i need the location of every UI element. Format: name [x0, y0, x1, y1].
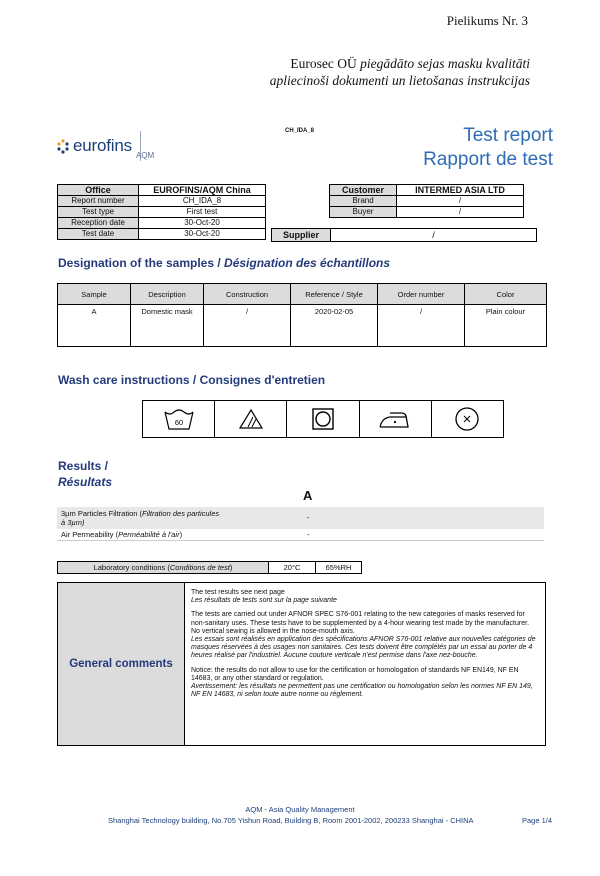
cell: A [58, 305, 131, 347]
results-divider [57, 540, 544, 541]
result-label-a: 3µm Particles Filtration ( [61, 509, 143, 518]
info-label: Reception date [58, 218, 139, 229]
office-label: Office [58, 185, 139, 196]
result-label-b: ) [179, 530, 183, 539]
col-header: Construction [204, 284, 291, 305]
designation-fr: Désignation des échantillons [224, 256, 391, 270]
comment-fr: Les résultats de tests sont sur la page suivante [191, 597, 337, 605]
info-table-right [329, 184, 524, 218]
eurofins-logo [56, 131, 155, 161]
wash-temperature: 60 [174, 418, 183, 427]
info-label: Report number [58, 196, 139, 207]
wash-symbol-cell [143, 401, 215, 437]
info-label: Test date [58, 229, 139, 240]
customer-label: Customer [330, 185, 397, 196]
intro-line1-plain: Eurosec OÜ [290, 56, 361, 71]
comment-en: The test results see next page [191, 589, 285, 596]
iron-icon [378, 408, 412, 430]
iron-symbol-cell [360, 401, 432, 437]
info-value: 30-Oct-20 [139, 229, 266, 240]
logo-sub: AQM [136, 151, 155, 160]
bleach-symbol-cell [215, 401, 287, 437]
results-heading-fr: Résultats [58, 475, 113, 489]
dry-clean-symbol-cell [432, 401, 503, 437]
comment-fr: Avertissement: les résultats ne permettent pas une certification ou homologation selon les normes NF EN 149, NF EN 14683, ni selon toute autre norme ou règlement. [191, 683, 533, 699]
result-label-italic: Perméabilité à l'air [118, 530, 180, 539]
intro-line2: apliecinoši dokumenti un lietošanas instrukcijas [269, 73, 530, 88]
tumble-dry-icon [311, 407, 335, 431]
info-value: / [397, 196, 524, 207]
annex-number: Pielikums Nr. 3 [446, 13, 528, 28]
general-comments-text [185, 583, 545, 745]
cell: / [378, 305, 465, 347]
wash-care-symbols [142, 400, 504, 438]
result-label [61, 509, 301, 527]
lab-temperature: 20°C [269, 562, 316, 573]
result-label-italic: Filtration des particules [142, 509, 220, 518]
wash-tub-icon [162, 406, 196, 432]
supplier-label: Supplier [272, 229, 331, 241]
result-label-b: à 3µm) [61, 518, 85, 527]
bleach-triangle-icon [238, 408, 264, 430]
info-table-left [57, 184, 266, 240]
result-label [61, 530, 182, 539]
info-value: First test [139, 207, 266, 218]
supplier-box [271, 228, 537, 242]
lab-conditions-label [58, 562, 269, 573]
col-header: Reference / Style [291, 284, 378, 305]
comment-fr: Les essais sont réalisés en application des spécifications AFNOR S76-001 relative aux nouvelles catégories de masques réservées à des usages non sanitaires. Ces tests doivent être complétés par un essai au porter de 4 heures réalisé par l'industriel. Aucune couture verticale n'est permise dans l'axe nez-bouche. [191, 636, 536, 660]
title-fr: Rapport de test [423, 149, 553, 170]
customer-value: INTERMED ASIA LTD [397, 185, 524, 196]
info-value: 30-Oct-20 [139, 218, 266, 229]
intro-line1-italic: piegādāto sejas masku kvalitāti [360, 56, 530, 71]
intro-text [110, 55, 530, 89]
logo-name: eurofins [73, 136, 132, 155]
document-id: CH_IDA_8 [285, 128, 315, 134]
wash-care-heading: Wash care instructions / Consignes d'entretien [58, 373, 326, 387]
designation-heading [58, 256, 390, 270]
results-sample-header: A [303, 488, 313, 503]
footer-address: Shanghai Technology building, No.705 Yishun Road, Building B, Room 2001-2002, 200233 Shanghai - CHINA [108, 816, 474, 825]
col-header: Sample [58, 284, 131, 305]
lab-label-italic: Conditions de test [169, 563, 230, 572]
cell: Plain colour [465, 305, 547, 347]
lab-humidity: 65%RH [325, 563, 352, 572]
office-value: EUROFINS/AQM China [139, 185, 266, 196]
table-row [58, 305, 547, 347]
results-heading-en: Results / [58, 459, 109, 473]
info-value: / [397, 207, 524, 218]
result-value: - [307, 530, 310, 539]
general-comments-label: General comments [58, 583, 185, 745]
comment-paragraph [191, 589, 539, 605]
results-row [57, 530, 544, 540]
title-en: Test report [463, 125, 553, 146]
general-comments [57, 582, 546, 746]
col-header: Order number [378, 284, 465, 305]
comment-en: Notice: the results do not allow to use for the certification or homologation of standards NF EN149, NF EN 14683, or any other standard or regulation. [191, 666, 519, 682]
page-number: Page 1/4 [521, 816, 552, 825]
samples-table [57, 283, 547, 347]
cell: Domestic mask [131, 305, 204, 347]
comment-paragraph [191, 611, 539, 660]
cell: 2020-02-05 [291, 305, 378, 347]
cell: / [204, 305, 291, 347]
result-label-a: Air Permeability ( [61, 530, 119, 539]
comment-paragraph [191, 667, 539, 700]
dry-clean-icon [454, 406, 480, 432]
info-label: Test type [58, 207, 139, 218]
lab-label-a: Laboratory conditions ( [93, 563, 170, 572]
info-label: Buyer [330, 207, 397, 218]
result-value: - [307, 513, 310, 522]
footer-company: AQM - Asia Quality Management [245, 805, 355, 814]
info-value: CH_IDA_8 [139, 196, 266, 207]
info-label: Brand [330, 196, 397, 207]
lab-conditions [57, 561, 362, 574]
col-header: Color [465, 284, 547, 305]
comment-en: The tests are carried out under AFNOR SPEC S76-001 relating to the new categories of masks reserved for non-sanitary uses. These tests have to be supplemented by a 4-hour wearing test made by the manufacturer. No vertical sewing is allowed in the nose-mouth axis. [191, 611, 530, 635]
eurofins-logo-icon [56, 138, 70, 154]
col-header: Description [131, 284, 204, 305]
results-row [57, 507, 544, 529]
lab-label-b: ) [229, 563, 233, 572]
designation-en: Designation of the samples / [58, 256, 225, 270]
tumble-dry-symbol-cell [287, 401, 359, 437]
supplier-value: / [432, 230, 435, 240]
